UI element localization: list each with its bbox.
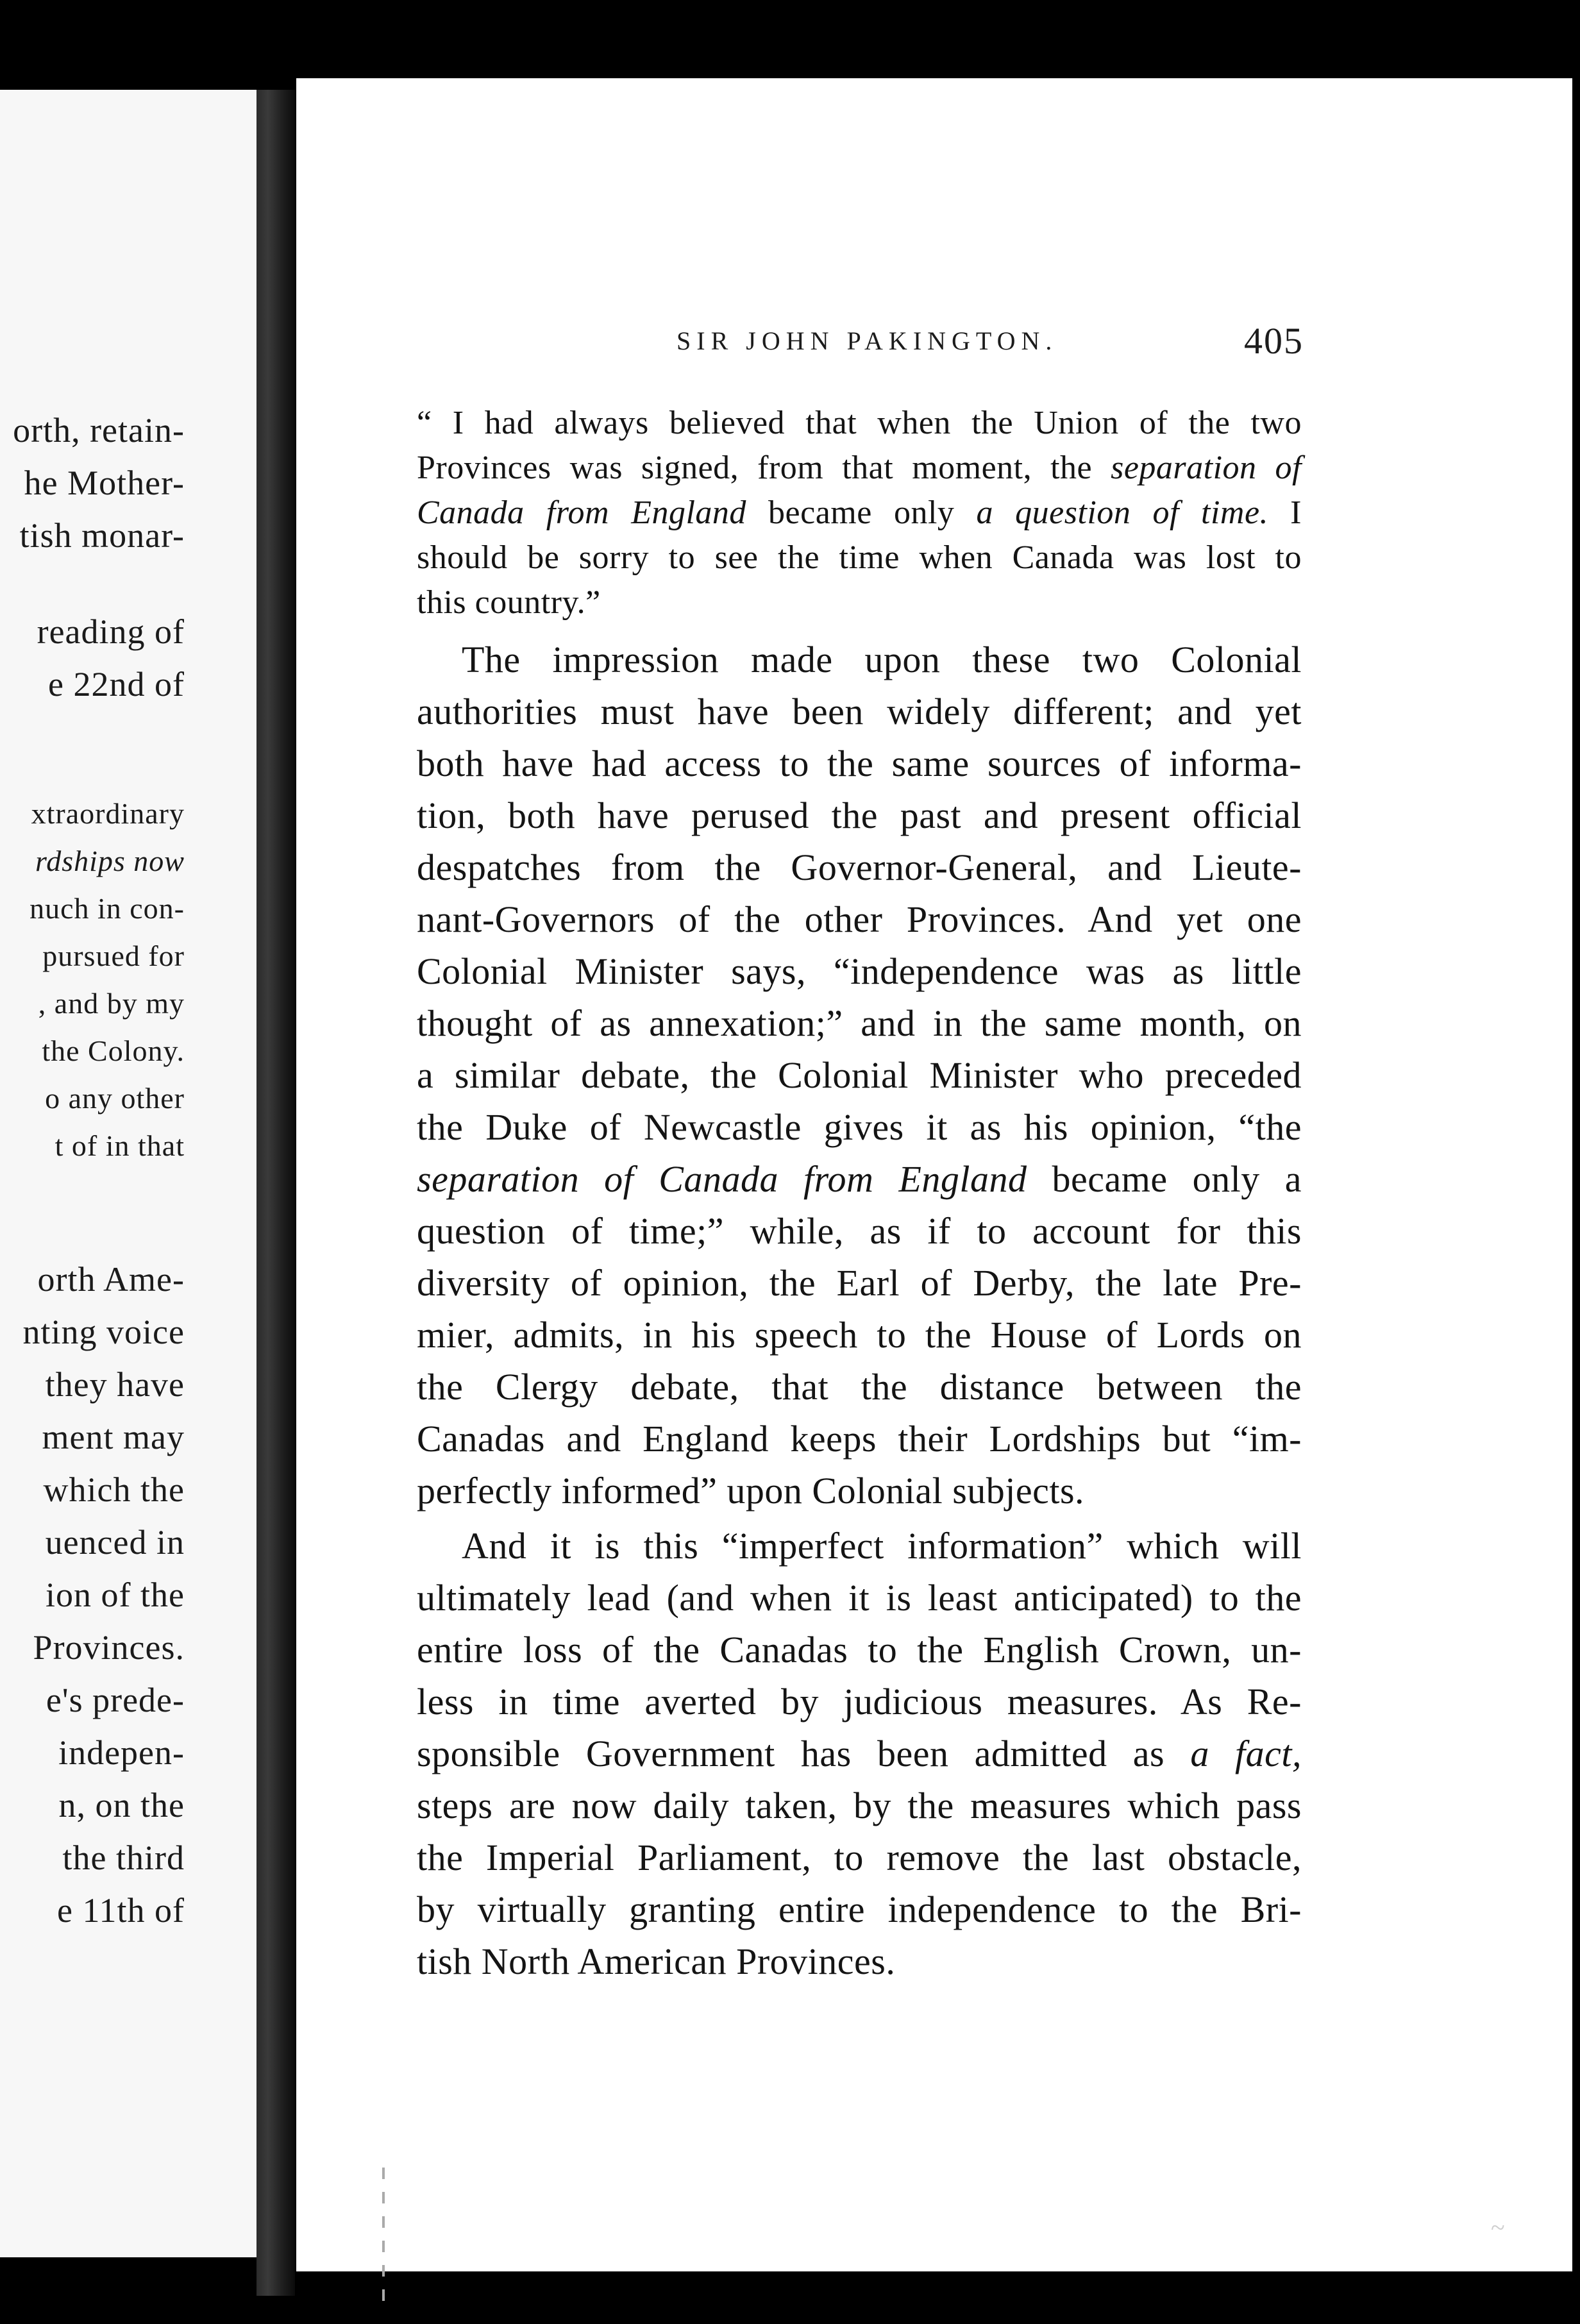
left-line: e 11th of: [57, 1891, 185, 1930]
left-line: xtraordinary: [31, 797, 185, 830]
left-line: ion of the: [46, 1576, 185, 1614]
left-line: n, on the: [58, 1786, 185, 1824]
book-gutter-shadow: [256, 90, 295, 2296]
left-line: Provinces.: [33, 1628, 185, 1667]
paragraph-line: ultimately lead (and when it is least anticipated) to the: [417, 1577, 1302, 1619]
scan-artifact-ticks: [382, 2168, 385, 2302]
quote-line: Canada from England became only a question of time. I: [417, 494, 1302, 531]
page-number: 405: [1244, 320, 1304, 362]
paragraph-line: less in time averted by judicious measures. As Re-: [417, 1681, 1302, 1722]
left-line: the third: [62, 1839, 185, 1877]
left-line: nuch in con-: [29, 892, 185, 925]
left-facing-page: [0, 90, 256, 2257]
quote-line: “ I had always believed that when the Union of the two: [417, 405, 1302, 441]
left-line: uenced in: [45, 1523, 185, 1562]
left-line: e's prede-: [46, 1681, 185, 1719]
paragraph-line: steps are now daily taken, by the measures which pass: [417, 1785, 1302, 1826]
left-line: they have: [45, 1365, 185, 1404]
paragraph-line: the Clergy debate, that the distance between the: [417, 1366, 1302, 1408]
paragraph-line: separation of Canada from England became only a: [417, 1158, 1302, 1200]
left-line: orth Ame-: [37, 1260, 185, 1299]
paragraph-line: mier, admits, in his speech to the House of Lords on: [417, 1314, 1302, 1356]
paragraph-line: question of time;” while, as if to account for this: [417, 1210, 1302, 1252]
paragraph-line: tish North American Provinces.: [417, 1941, 896, 1982]
left-line: ment may: [42, 1418, 185, 1456]
left-line: which the: [43, 1470, 185, 1509]
paragraph-line: thought of as annexation;” and in the same month, on: [417, 1002, 1302, 1044]
running-head: SIR JOHN PAKINGTON.: [677, 326, 1058, 355]
paragraph-line: despatches from the Governor-General, and Lieute-: [417, 846, 1302, 888]
paragraph-line: The impression made upon these two Colonial: [462, 639, 1302, 680]
paragraph-line: diversity of opinion, the Earl of Derby, the late Pre-: [417, 1262, 1302, 1304]
left-line: reading of: [37, 612, 185, 651]
left-line: rdships now: [35, 845, 185, 877]
left-line: he Mother-: [24, 464, 185, 502]
left-line: e 22nd of: [48, 665, 185, 703]
paragraph-line: both have had access to the same sources of informa-: [417, 743, 1302, 784]
left-line: , and by my: [38, 987, 185, 1020]
left-line: indepen-: [58, 1733, 185, 1772]
quote-line: should be sorry to see the time when Canada was lost to: [417, 539, 1302, 576]
scan-corner-mark: ~: [1491, 2213, 1505, 2242]
left-line: o any other: [45, 1082, 185, 1115]
left-line: nting voice: [22, 1313, 185, 1351]
paragraph-line: Colonial Minister says, “independence was as little: [417, 950, 1302, 992]
left-line: orth, retain-: [13, 411, 185, 450]
paragraph-line: And it is this “imperfect information” which will: [462, 1525, 1302, 1567]
paragraph-line: perfectly informed” upon Colonial subjects.: [417, 1470, 1085, 1511]
left-line: t of in that: [55, 1129, 185, 1162]
left-line: tish monar-: [19, 516, 185, 555]
left-line: the Colony.: [42, 1034, 185, 1067]
paragraph-line: sponsible Government has been admitted as a fact,: [417, 1733, 1302, 1774]
paragraph-line: by virtually granting entire independence to the Bri-: [417, 1889, 1302, 1930]
paragraph-line: the Imperial Parliament, to remove the last obstacle,: [417, 1837, 1302, 1878]
quote-line: this country.”: [417, 584, 601, 621]
paragraph-line: Canadas and England keeps their Lordships but “im-: [417, 1418, 1302, 1460]
paragraph-line: tion, both have perused the past and present official: [417, 795, 1302, 836]
paragraph-line: a similar debate, the Colonial Minister who preceded: [417, 1054, 1302, 1096]
paragraph-line: authorities must have been widely different; and yet: [417, 691, 1302, 732]
paragraph-line: the Duke of Newcastle gives it as his opinion, “the: [417, 1106, 1302, 1148]
left-line: pursued for: [42, 939, 185, 972]
quote-line: Provinces was signed, from that moment, the separation of: [417, 450, 1302, 486]
paragraph-line: nant-Governors of the other Provinces. And yet one: [417, 898, 1302, 940]
paragraph-line: entire loss of the Canadas to the English Crown, un-: [417, 1629, 1302, 1671]
